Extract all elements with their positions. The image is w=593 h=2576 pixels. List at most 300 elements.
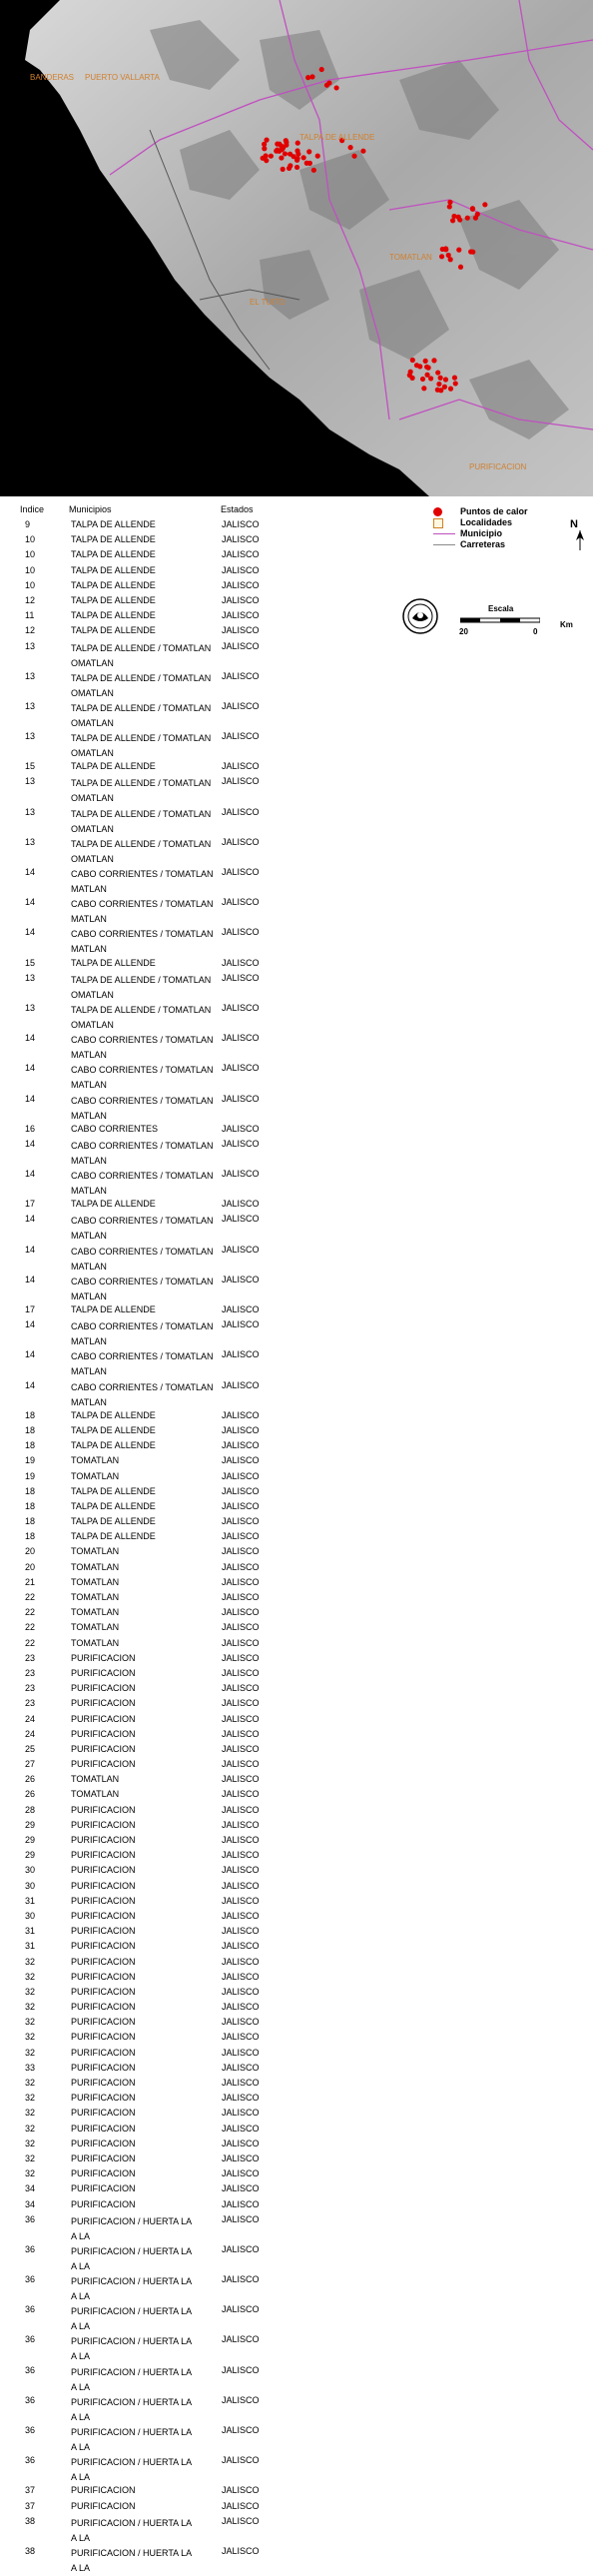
hotspot-point (315, 154, 320, 159)
row-estado: JALISCO (222, 534, 260, 545)
row-municipio-continued: MATLAN (71, 1396, 107, 1407)
table-row (0, 1820, 399, 1835)
hotspot-point (446, 253, 451, 258)
row-municipio: CABO CORRIENTES / TOMATLAN (71, 1065, 214, 1076)
row-estado: JALISCO (222, 1743, 260, 1754)
row-municipio-continued: A LA (71, 2472, 91, 2483)
row-estado: JALISCO (222, 972, 260, 983)
hotspot-point (423, 359, 428, 364)
row-indice: 36 (25, 2274, 36, 2285)
row-indice: 13 (25, 700, 36, 711)
row-municipio-continued: MATLAN (71, 1231, 107, 1242)
row-municipio: TALPA DE ALLENDE (71, 564, 156, 575)
row-estado: JALISCO (222, 1622, 260, 1633)
table-row (0, 1987, 399, 2002)
row-estado: JALISCO (222, 836, 260, 847)
row-municipio: TOMATLAN (71, 1789, 120, 1800)
table-row (0, 731, 399, 761)
row-municipio: TALPA DE ALLENDE / TOMATLAN (71, 808, 212, 819)
row-indice: 36 (25, 2455, 36, 2466)
hotspot-point (409, 376, 414, 381)
row-municipio: PURIFICACION / HUERTA LA (71, 2306, 193, 2317)
row-indice: 17 (25, 1304, 36, 1314)
row-indice: 32 (25, 2168, 36, 2179)
row-indice: 20 (25, 1561, 36, 1572)
row-estado: JALISCO (222, 1274, 260, 1285)
row-estado: JALISCO (222, 1926, 260, 1937)
row-estado: JALISCO (222, 1637, 260, 1648)
row-indice: 30 (25, 1865, 36, 1876)
table-row (0, 1033, 399, 1063)
row-municipio: CABO CORRIENTES / TOMATLAN (71, 1246, 214, 1257)
row-estado: JALISCO (222, 1440, 260, 1451)
row-municipio: TOMATLAN (71, 1576, 120, 1587)
row-estado: JALISCO (222, 564, 260, 575)
hotspot-point (304, 161, 309, 166)
row-estado: JALISCO (222, 1910, 260, 1921)
row-indice: 32 (25, 1971, 36, 1982)
table-row (0, 1714, 399, 1729)
table-row (0, 2032, 399, 2047)
table-row (0, 1865, 399, 1880)
table-row (0, 671, 399, 701)
row-municipio: PURIFICACION / HUERTA LA (71, 2245, 193, 2256)
map-label-talpa: TALPA DE ALLENDE (299, 133, 375, 142)
row-municipio-continued: MATLAN (71, 1290, 107, 1301)
table-row (0, 1440, 399, 1455)
hotspot-point (468, 249, 473, 254)
table-row (0, 2078, 399, 2093)
row-estado: JALISCO (222, 2304, 260, 2315)
row-estado: JALISCO (222, 610, 260, 621)
table-row (0, 1607, 399, 1622)
hotspot-point (262, 146, 267, 151)
hotspot-point (284, 143, 289, 148)
hotspot-point (431, 358, 436, 363)
row-indice: 29 (25, 1850, 36, 1861)
row-estado: JALISCO (222, 1971, 260, 1982)
table-row (0, 1124, 399, 1139)
row-municipio: PURIFICACION / HUERTA LA (71, 2457, 193, 2468)
row-indice: 33 (25, 2062, 36, 2073)
row-municipio: CABO CORRIENTES (71, 1123, 159, 1134)
locality-square-icon (433, 518, 443, 528)
row-indice: 13 (25, 836, 36, 847)
row-municipio: PURIFICACION / HUERTA LA (71, 2276, 193, 2287)
row-municipio-continued: MATLAN (71, 1050, 107, 1061)
row-indice: 32 (25, 1986, 36, 1997)
row-estado: JALISCO (222, 2183, 260, 2194)
table-row (0, 2048, 399, 2063)
header-municipios: Municipios (69, 504, 112, 514)
hotspot-point (424, 365, 429, 370)
table-row (0, 1214, 399, 1244)
row-indice: 15 (25, 761, 36, 772)
row-municipio: PURIFICACION (71, 2017, 136, 2028)
row-estado: JALISCO (222, 1470, 260, 1481)
row-estado: JALISCO (222, 519, 260, 529)
row-municipio: PURIFICACION (71, 2062, 136, 2073)
table-row (0, 1698, 399, 1713)
map-label-purificacion: PURIFICACION (469, 462, 527, 471)
table-row (0, 761, 399, 776)
table-row (0, 1744, 399, 1759)
table-row (0, 2063, 399, 2078)
table-row (0, 701, 399, 731)
row-indice: 32 (25, 2002, 36, 2013)
table-row (0, 1380, 399, 1410)
row-estado: JALISCO (222, 579, 260, 590)
row-municipio: CABO CORRIENTES / TOMATLAN (71, 869, 214, 879)
table-row (0, 534, 399, 549)
row-municipio: CABO CORRIENTES / TOMATLAN (71, 1351, 214, 1362)
row-estado: JALISCO (222, 2168, 260, 2179)
table-row (0, 1501, 399, 1516)
row-estado: JALISCO (222, 2500, 260, 2511)
row-estado: JALISCO (222, 2515, 260, 2526)
row-indice: 14 (25, 927, 36, 938)
hotspot-point (279, 155, 284, 160)
hotspot-point (408, 370, 413, 375)
hotspot-point (274, 149, 279, 154)
row-indice: 18 (25, 1485, 36, 1496)
table-row (0, 2183, 399, 2198)
row-municipio: PURIFICACION (71, 1971, 136, 1982)
row-estado: JALISCO (222, 1123, 260, 1134)
table-row (0, 1304, 399, 1319)
row-municipio: CABO CORRIENTES / TOMATLAN (71, 1171, 214, 1182)
row-municipio: TALPA DE ALLENDE (71, 625, 156, 636)
table-row (0, 1349, 399, 1379)
row-indice: 38 (25, 2545, 36, 2556)
row-estado: JALISCO (222, 1819, 260, 1830)
table-row (0, 1094, 399, 1124)
row-indice: 13 (25, 972, 36, 983)
row-municipio: CABO CORRIENTES / TOMATLAN (71, 1140, 214, 1151)
row-municipio: TALPA DE ALLENDE (71, 1409, 156, 1420)
row-estado: JALISCO (222, 1774, 260, 1785)
scale-unit: Km (560, 620, 573, 629)
table-row (0, 1622, 399, 1637)
hotspot-table (0, 519, 399, 2576)
hotspot-point (438, 376, 443, 381)
table-row (0, 1789, 399, 1804)
row-municipio: PURIFICACION (71, 2168, 136, 2179)
row-municipio: PURIFICACION (71, 1941, 136, 1952)
row-indice: 23 (25, 1667, 36, 1678)
row-indice: 36 (25, 2364, 36, 2375)
row-indice: 14 (25, 1169, 36, 1180)
hotspot-point (351, 154, 356, 159)
row-estado: JALISCO (222, 1409, 260, 1420)
hotspot-point (295, 148, 299, 153)
hotspot-point (309, 74, 314, 79)
row-indice: 36 (25, 2394, 36, 2405)
row-indice: 24 (25, 1713, 36, 1724)
row-indice: 9 (25, 519, 31, 529)
table-row (0, 1653, 399, 1668)
row-estado: JALISCO (222, 2017, 260, 2028)
hotspot-point (264, 153, 269, 158)
row-municipio-continued: MATLAN (71, 944, 107, 955)
hotspot-point (295, 165, 299, 170)
row-indice: 19 (25, 1470, 36, 1481)
table-row (0, 1562, 399, 1577)
row-municipio: TOMATLAN (71, 1455, 120, 1466)
row-estado: JALISCO (222, 2198, 260, 2209)
hotspot-point (414, 363, 419, 368)
row-municipio: PURIFICACION / HUERTA LA (71, 2396, 193, 2407)
row-estado: JALISCO (222, 1199, 260, 1210)
table-row (0, 1941, 399, 1956)
table-row (0, 641, 399, 671)
row-indice: 17 (25, 1199, 36, 1210)
row-municipio-continued: A LA (71, 2562, 91, 2573)
row-municipio-continued: MATLAN (71, 1186, 107, 1197)
scale-bar (460, 616, 540, 624)
row-municipio: CABO CORRIENTES / TOMATLAN (71, 899, 214, 910)
hotspot-point (435, 370, 440, 375)
row-municipio-continued: MATLAN (71, 1155, 107, 1166)
table-row (0, 1638, 399, 1653)
row-municipio-continued: MATLAN (71, 914, 107, 925)
map-label-banderas: BANDERAS (30, 73, 75, 82)
row-estado: JALISCO (222, 1002, 260, 1013)
table-row (0, 580, 399, 595)
table-row (0, 2017, 399, 2032)
row-indice: 32 (25, 2093, 36, 2104)
row-estado: JALISCO (222, 1138, 260, 1149)
row-estado: JALISCO (222, 867, 260, 877)
hotspot-point (410, 358, 415, 363)
row-indice: 14 (25, 1274, 36, 1285)
row-indice: 21 (25, 1576, 36, 1587)
row-indice: 14 (25, 867, 36, 877)
row-municipio: PURIFICACION (71, 1956, 136, 1967)
row-municipio-continued: OMATLAN (71, 989, 114, 1000)
hotspot-point (306, 149, 311, 154)
hotspot-point (305, 75, 310, 80)
row-municipio: TALPA DE ALLENDE (71, 1516, 156, 1527)
row-indice: 36 (25, 2243, 36, 2254)
row-indice: 32 (25, 2123, 36, 2134)
row-indice: 38 (25, 2515, 36, 2526)
row-estado: JALISCO (222, 1349, 260, 1360)
row-indice: 32 (25, 2138, 36, 2148)
row-estado: JALISCO (222, 2093, 260, 2104)
row-estado: JALISCO (222, 1576, 260, 1587)
table-row (0, 776, 399, 806)
hotspot-point (264, 138, 269, 143)
table-row (0, 2274, 399, 2304)
scale-left-value: 20 (459, 627, 468, 636)
row-estado: JALISCO (222, 594, 260, 605)
row-estado: JALISCO (222, 1093, 260, 1104)
row-estado: JALISCO (222, 2062, 260, 2073)
table-row (0, 1729, 399, 1744)
hotspot-point (436, 382, 441, 387)
row-estado: JALISCO (222, 1304, 260, 1314)
row-municipio: PURIFICACION (71, 2500, 136, 2511)
row-municipio: TALPA DE ALLENDE / TOMATLAN (71, 702, 212, 713)
hotspot-point (311, 168, 316, 173)
table-row (0, 973, 399, 1003)
row-municipio-continued: MATLAN (71, 1366, 107, 1377)
table-row (0, 1926, 399, 1941)
hotspot-point (452, 376, 457, 381)
hotspot-point (448, 387, 453, 392)
hotspot-dot-icon (433, 507, 442, 516)
map-label-puerto-vallarta: PUERTO VALLARTA (85, 73, 160, 82)
row-municipio: TOMATLAN (71, 1607, 120, 1618)
hotspot-point (447, 200, 452, 205)
row-municipio: PURIFICACION (71, 2047, 136, 2058)
hotspot-point (283, 151, 288, 156)
row-indice: 36 (25, 2425, 36, 2435)
hotspot-point (442, 385, 447, 390)
row-estado: JALISCO (222, 2274, 260, 2285)
table-row (0, 1471, 399, 1486)
row-municipio: CABO CORRIENTES / TOMATLAN (71, 1321, 214, 1332)
row-municipio: TALPA DE ALLENDE / TOMATLAN (71, 733, 212, 744)
road-line-icon (433, 544, 455, 545)
row-municipio: PURIFICACION (71, 2138, 136, 2148)
table-row (0, 897, 399, 927)
row-indice: 11 (25, 610, 35, 621)
row-indice: 32 (25, 2047, 36, 2058)
hotspot-point (420, 377, 425, 382)
hotspot-point (264, 158, 269, 163)
hotspot-point (443, 377, 448, 382)
row-indice: 14 (25, 1063, 36, 1074)
row-estado: JALISCO (222, 1667, 260, 1678)
row-estado: JALISCO (222, 897, 260, 908)
row-municipio: TALPA DE ALLENDE (71, 519, 156, 529)
row-indice: 34 (25, 2183, 36, 2194)
row-estado: JALISCO (222, 2002, 260, 2013)
row-indice: 32 (25, 2017, 36, 2028)
row-municipio-continued: A LA (71, 2532, 91, 2543)
row-municipio: TALPA DE ALLENDE (71, 534, 156, 545)
table-row (0, 1063, 399, 1093)
table-row (0, 1577, 399, 1592)
hotspot-point (347, 145, 352, 150)
row-estado: JALISCO (222, 2334, 260, 2345)
row-municipio-continued: A LA (71, 2291, 91, 2302)
row-municipio: PURIFICACION (71, 1986, 136, 1997)
row-municipio: TALPA DE ALLENDE / TOMATLAN (71, 778, 212, 789)
row-indice: 30 (25, 1910, 36, 1921)
map-label-el-tuito: EL TUITO (250, 298, 286, 307)
row-indice: 14 (25, 1214, 36, 1225)
row-municipio: PURIFICACION / HUERTA LA (71, 2366, 193, 2377)
row-municipio: TALPA DE ALLENDE (71, 1424, 156, 1435)
hotspot-map (0, 0, 593, 496)
row-municipio-continued: A LA (71, 2442, 91, 2452)
row-municipio: TOMATLAN (71, 1637, 120, 1648)
row-estado: JALISCO (222, 1561, 260, 1572)
row-estado: JALISCO (222, 1319, 260, 1330)
row-municipio: PURIFICACION (71, 2183, 136, 2194)
table-row (0, 2304, 399, 2334)
hotspot-point (269, 154, 274, 159)
hotspot-point (439, 254, 444, 259)
row-indice: 22 (25, 1607, 36, 1618)
row-estado: JALISCO (222, 1169, 260, 1180)
table-row (0, 1245, 399, 1275)
row-indice: 32 (25, 2032, 36, 2043)
row-indice: 37 (25, 2485, 36, 2496)
row-municipio: TOMATLAN (71, 1546, 120, 1557)
table-row (0, 2395, 399, 2425)
row-estado: JALISCO (222, 1865, 260, 1876)
table-row (0, 1896, 399, 1911)
row-municipio: PURIFICACION (71, 1728, 136, 1739)
row-municipio: PURIFICACION (71, 2032, 136, 2043)
table-row (0, 1911, 399, 1926)
row-indice: 13 (25, 1002, 36, 1013)
row-municipio-continued: OMATLAN (71, 657, 114, 668)
row-municipio-continued: OMATLAN (71, 853, 114, 864)
row-indice: 14 (25, 1033, 36, 1044)
row-estado: JALISCO (222, 1607, 260, 1618)
row-estado: JALISCO (222, 776, 260, 787)
hotspot-point (288, 163, 293, 168)
table-row (0, 1972, 399, 1987)
row-municipio-continued: A LA (71, 2351, 91, 2362)
table-row (0, 565, 399, 580)
row-indice: 31 (25, 1895, 36, 1906)
table-row (0, 1425, 399, 1440)
hotspot-point (465, 216, 470, 221)
row-estado: JALISCO (222, 1424, 260, 1435)
row-estado: JALISCO (222, 1592, 260, 1602)
row-municipio-continued: OMATLAN (71, 793, 114, 804)
table-row (0, 2425, 399, 2455)
table-row (0, 1759, 399, 1774)
row-municipio: TALPA DE ALLENDE (71, 1485, 156, 1496)
row-municipio: TALPA DE ALLENDE (71, 1199, 156, 1210)
table-row (0, 2124, 399, 2139)
row-municipio: TALPA DE ALLENDE (71, 761, 156, 772)
row-municipio: PURIFICACION (71, 1743, 136, 1754)
row-municipio: CABO CORRIENTES / TOMATLAN (71, 1035, 214, 1046)
row-municipio-continued: A LA (71, 2411, 91, 2422)
table-row (0, 2002, 399, 2017)
row-estado: JALISCO (222, 1652, 260, 1663)
table-row (0, 867, 399, 897)
row-indice: 14 (25, 1244, 36, 1255)
row-estado: JALISCO (222, 1244, 260, 1255)
row-municipio-continued: A LA (71, 2321, 91, 2332)
table-row (0, 2153, 399, 2168)
scale-title: Escala (488, 604, 514, 613)
row-municipio: PURIFICACION (71, 1652, 136, 1663)
row-estado: JALISCO (222, 2123, 260, 2134)
row-estado: JALISCO (222, 1804, 260, 1815)
header-estados: Estados (221, 504, 254, 514)
row-municipio-continued: A LA (71, 2381, 91, 2392)
hotspot-point (443, 246, 448, 251)
row-municipio: PURIFICACION (71, 1713, 136, 1724)
row-estado: JALISCO (222, 700, 260, 711)
row-indice: 22 (25, 1637, 36, 1648)
row-indice: 14 (25, 1319, 36, 1330)
table-row (0, 2168, 399, 2183)
row-municipio: PURIFICACION / HUERTA LA (71, 2336, 193, 2347)
row-estado: JALISCO (222, 2152, 260, 2163)
hotspot-point (447, 204, 452, 209)
